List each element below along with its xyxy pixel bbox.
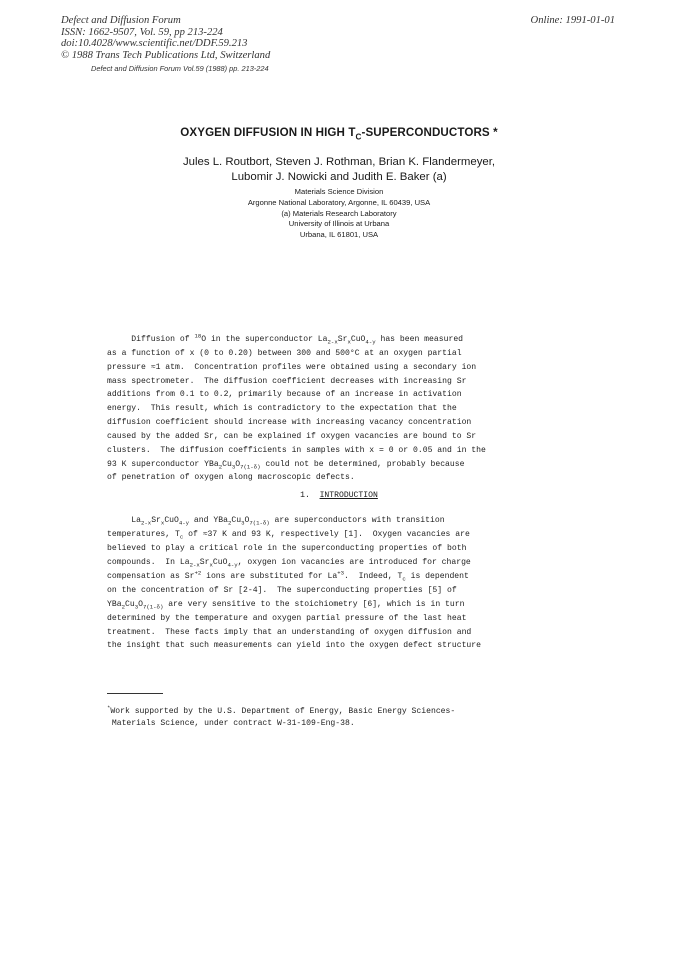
footnote-line: *Work supported by the U.S. Department of Energy, Basic Energy Sciences-: [107, 704, 456, 716]
introduction-body: [107, 514, 557, 653]
footnote: [107, 706, 567, 731]
title-text: OXYGEN DIFFUSION IN HIGH T: [180, 126, 356, 139]
author-line: Lubomir J. Nowicki and Judith E. Baker (a): [231, 170, 447, 183]
affiliation-line: Materials Science Division: [294, 187, 384, 196]
abstract-line: clusters. The diffusion coefficients in samples with x = 0 or 0.05 and in the: [107, 445, 486, 455]
intro-line: treatment. These facts imply that an understanding of oxygen diffusion and: [107, 627, 472, 637]
abstract-line: additions from 0.1 to 0.2, primarily because of an increase in activation: [107, 390, 462, 400]
intro-line: the insight that such measurements can yield into the oxygen defect structure: [107, 641, 481, 651]
publication-metadata: [61, 15, 270, 61]
abstract-line: Diffusion of $^{18}$O in the superconductor $La_{2-x}Sr_xCuO_{4-y}$ has been measured: [107, 332, 464, 346]
abstract-line: 93 K superconductor $YBa_2Cu_3O_{7(1-\delta)}$ could not be determined, probably because: [107, 459, 465, 471]
paper-title: [0, 126, 678, 142]
intro-line: temperatures, $T_c$ of ≈37 K and 93 K, respectively [1]. Oxygen vacancies are: [107, 529, 470, 541]
intro-line: $YBa_2Cu_3O_{7(1-\delta)}$ are very sensitive to the stoichiometry [6], which is in turn: [107, 599, 465, 611]
section-heading: [0, 491, 678, 500]
abstract-line: caused by the added Sr, can be explained if oxygen vacancies are bound to Sr: [107, 431, 477, 441]
intro-line: $La_{2-x}Sr_xCuO_{4-y}$ and $YBa_2Cu_3O_{7(1-\delta)}$ are superconductors with transition: [107, 516, 445, 527]
intro-line: compensation as $Sr^{+2}$ ions are substituted for $La^{+3}$. Indeed, $T_c$ is dependent: [107, 569, 469, 583]
intro-line: compounds. In $La_{2-x}Sr_xCuO_{4-y}$, oxygen ion vacancies are introduced for charge: [107, 557, 471, 569]
author-list: [0, 155, 678, 184]
intro-line: on the concentration of Sr [2-4]. The superconducting properties [5] of: [107, 585, 457, 595]
affiliation-line: University of Illinois at Urbana: [288, 219, 390, 229]
abstract-line: energy. This result, which is contradictory to the expectation that the: [107, 404, 457, 414]
copyright-line: © 1988 Trans Tech Publications Ltd, Switzerland: [61, 49, 271, 61]
journal-reference: Defect and Diffusion Forum Vol.59 (1988) pp. 213-224: [91, 64, 269, 73]
footnote-divider: [107, 693, 163, 694]
section-title: INTRODUCTION: [319, 491, 378, 500]
online-date: Online: 1991-01-01: [530, 15, 615, 26]
affiliation-line: Argonne National Laboratory, Argonne, IL 60439, USA: [247, 197, 431, 207]
journal-name: Defect and Diffusion Forum: [61, 15, 181, 26]
footnote-line: Materials Science, under contract W-31-109-Eng-38.: [107, 719, 355, 729]
abstract-line: diffusion coefficient should increase with increasing vacancy concentration: [107, 418, 472, 428]
doi-link[interactable]: doi:10.4028/www.scientific.net/DDF.59.213: [61, 38, 248, 50]
abstract-line: as a function of x (0 to 0.20) between 300 and 500°C at an oxygen partial: [107, 348, 462, 358]
section-number: 1.: [300, 491, 310, 500]
abstract: [107, 333, 557, 485]
abstract-line: pressure ≈1 atm. Concentration profiles were obtained using a secondary ion: [107, 362, 477, 372]
affiliations: [0, 187, 678, 241]
title-subscript: C: [355, 132, 362, 142]
footnote-mark: *: [107, 704, 111, 712]
intro-line: determined by the temperature and oxygen partial pressure of the last heat: [107, 613, 467, 623]
abstract-line: of penetration of oxygen along macroscopic defects.: [107, 473, 355, 483]
issn-line: ISSN: 1662-9507, Vol. 59, pp 213-224: [61, 26, 223, 38]
affiliation-line: (a) Materials Research Laboratory: [281, 208, 397, 218]
intro-line: believed to play a critical role in the superconducting properties of both: [107, 543, 467, 553]
affiliation-line: Urbana, IL 61801, USA: [299, 230, 379, 240]
title-text-end: -SUPERCONDUCTORS *: [361, 126, 498, 139]
author-line: Jules L. Routbort, Steven J. Rothman, Brian K. Flandermeyer,: [182, 156, 496, 168]
abstract-line: mass spectrometer. The diffusion coefficient decreases with increasing Sr: [107, 376, 467, 386]
